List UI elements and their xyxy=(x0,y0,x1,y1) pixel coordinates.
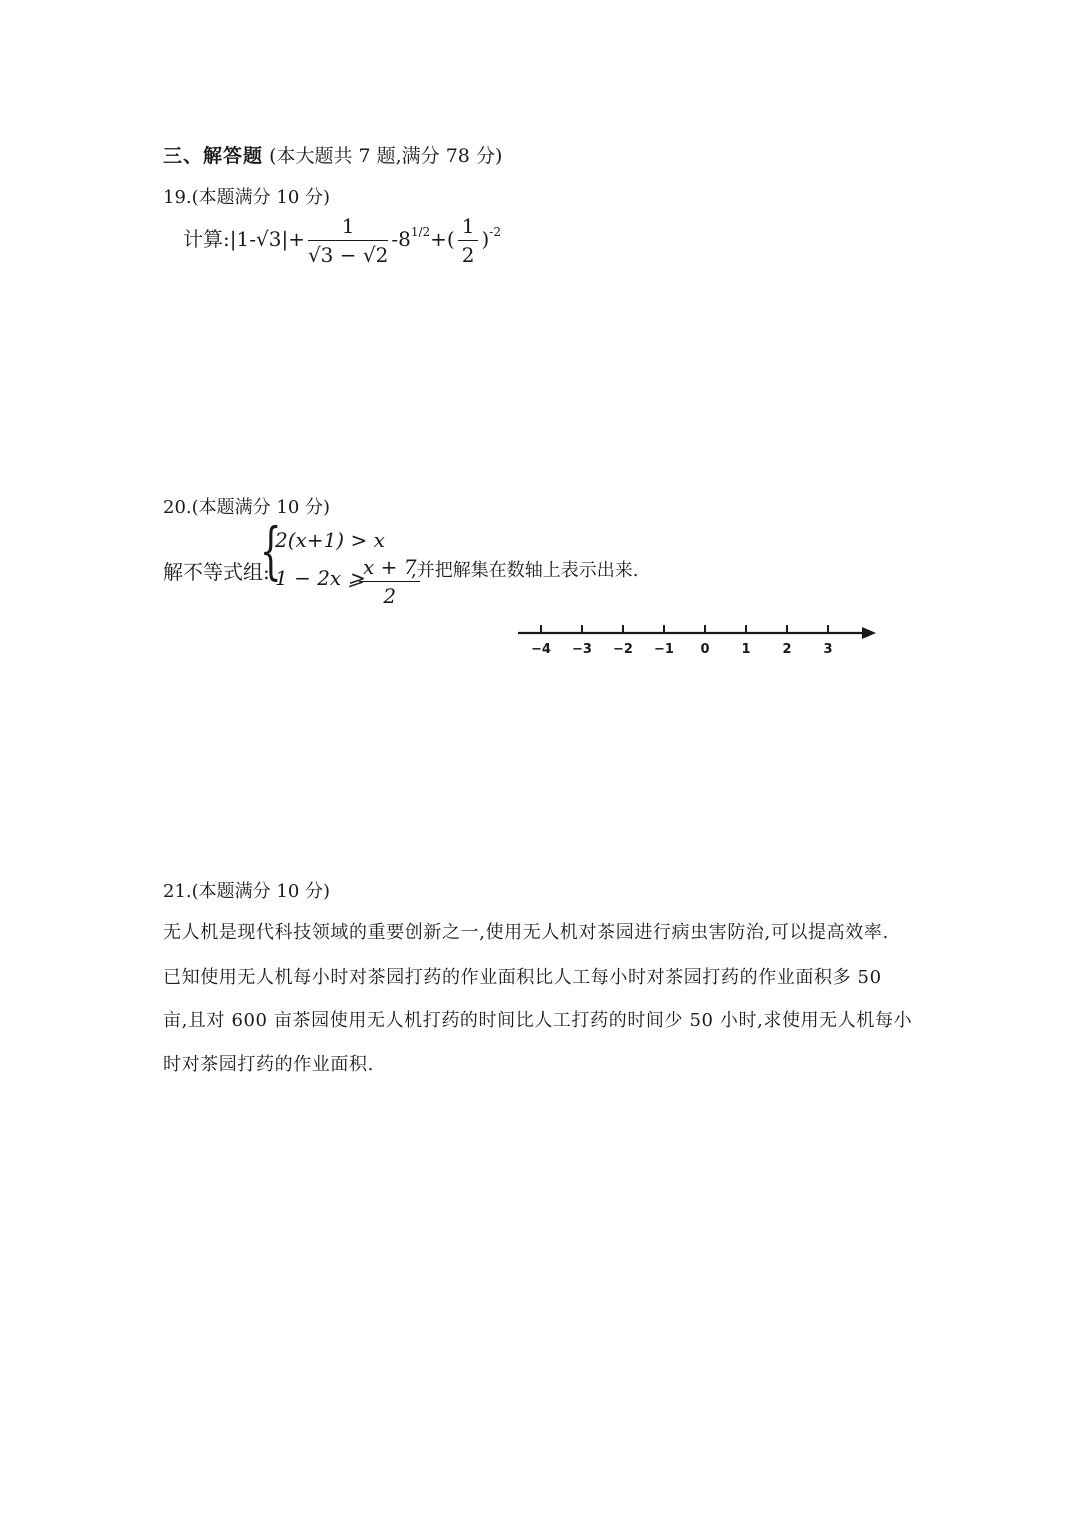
q20-ineq2-num: x + 7 xyxy=(359,555,420,582)
q19-plus-paren: +( xyxy=(430,227,455,251)
q19-prefix: 计算: xyxy=(183,227,230,251)
q20-suffix: ,并把解集在数轴上表示出来. xyxy=(411,560,639,581)
number-line-label: 2 xyxy=(782,642,792,657)
q20-ineq1: 2(x+1) > x xyxy=(275,528,385,552)
q21-header: 21.(本题满分 10 分) xyxy=(163,881,331,902)
q20-ineq2-left: 1 − 2x ⩾ xyxy=(275,566,365,590)
q19-neg2-exponent: -2 xyxy=(489,225,501,239)
q19-half-num: 1 xyxy=(458,214,479,241)
q19-expression xyxy=(183,214,501,267)
q20-header: 20.(本题满分 10 分) xyxy=(163,497,331,518)
q19-frac-num: 1 xyxy=(308,214,388,241)
number-line-arrow xyxy=(862,627,876,639)
q19-close-paren: ) xyxy=(481,227,490,251)
number-line-label: −4 xyxy=(531,642,551,657)
number-line-label: −2 xyxy=(613,642,633,657)
section-heading xyxy=(163,141,502,168)
q19-abs-part: |1-√3|+ xyxy=(229,227,305,251)
q19-exponent: 1/2 xyxy=(410,225,431,239)
number-line-label: 0 xyxy=(700,642,710,657)
section-title: 三、解答题 xyxy=(163,145,264,167)
number-line-label: 3 xyxy=(823,642,833,657)
q19-fraction xyxy=(308,214,388,267)
number-line xyxy=(510,615,885,665)
number-line-label: −3 xyxy=(572,642,592,657)
q19-half xyxy=(458,214,479,267)
brace-symbol: { xyxy=(259,514,282,587)
q20-prefix: 解不等式组: xyxy=(163,560,270,584)
q19-exp-den: 2 xyxy=(422,225,431,239)
number-line-label: −1 xyxy=(654,642,674,657)
q19-minus-8: -8 xyxy=(391,227,411,251)
number-line-label: 1 xyxy=(741,642,751,657)
number-line-ticks xyxy=(531,625,833,657)
section-note: (本大题共 7 题,满分 78 分) xyxy=(269,145,503,167)
q19-header: 19.(本题满分 10 分) xyxy=(163,187,331,208)
q21-line-3: 亩,且对 600 亩茶园使用无人机打药的时间比人工打药的时间少 50 小时,求使用无人机每小 xyxy=(163,1010,913,1031)
q20-ineq2-den: 2 xyxy=(383,584,397,608)
q19-frac-den: √3 − √2 xyxy=(307,243,389,267)
q21-line-4: 时对茶园打药的作业面积. xyxy=(163,1054,374,1075)
q19-exp-num: 1 xyxy=(410,225,419,239)
q21-line-1: 无人机是现代科技领域的重要创新之一,使用无人机对茶园进行病虫害防治,可以提高效率. xyxy=(163,922,889,943)
q19-half-den: 2 xyxy=(461,243,475,267)
q21-line-2: 已知使用无人机每小时对茶园打药的作业面积比人工每小时对茶园打药的作业面积多 50 xyxy=(163,967,882,988)
